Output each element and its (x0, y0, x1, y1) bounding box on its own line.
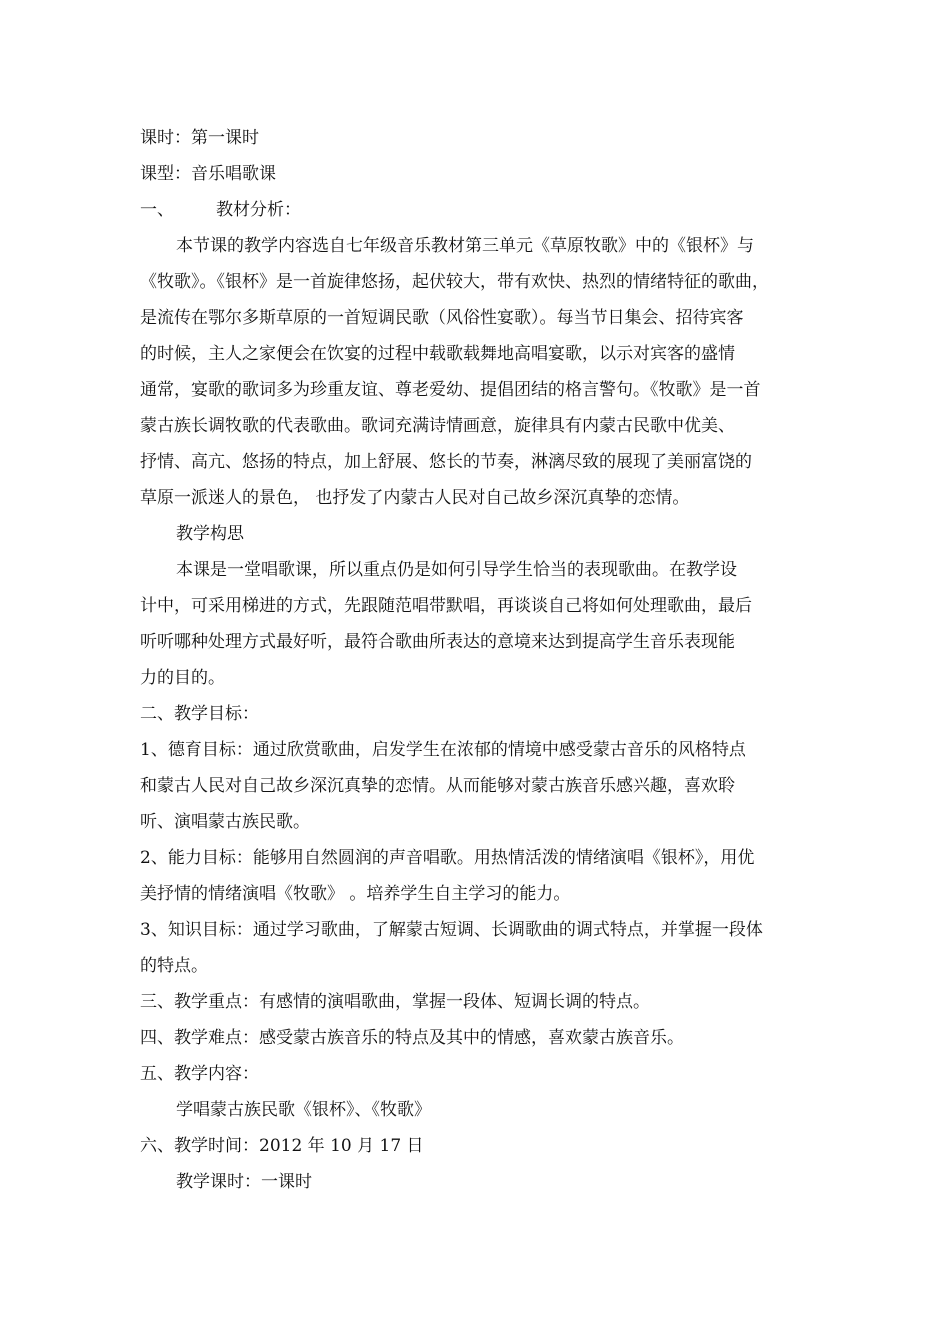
teaching-concept-subtitle: 教学构思 (176, 524, 244, 544)
document-page (140, 120, 820, 1200)
goal-line: 2、能力目标：能够用自然圆润的声音唱歌。用热情活泼的情绪演唱《银杯》，用优 (140, 848, 755, 868)
paragraph-line: 是流传在鄂尔多斯草原的一首短调民歌（风俗性宴歌）。每当节日集会、招待宾客 (140, 308, 744, 328)
goal-line: 的特点。 (140, 956, 208, 976)
paragraph-line: 《牧歌》。《银杯》是一首旋律悠扬，起伏较大，带有欢快、热烈的情绪特征的歌曲， (140, 272, 769, 292)
paragraph-line: 本节课的教学内容选自七年级音乐教材第三单元《草原牧歌》中的《银杯》与 (176, 236, 754, 256)
class-period: 课时：第一课时 (140, 128, 259, 148)
paragraph-line: 通常，宴歌的歌词多为珍重友谊、尊老爱幼、提倡团结的格言警句。《牧歌》是一首 (140, 380, 761, 400)
class-type: 课型：音乐唱歌课 (140, 164, 276, 184)
paragraph-line: 抒情、高亢、悠扬的特点，加上舒展、悠长的节奏，淋漓尽致的展现了美丽富饶的 (140, 452, 752, 472)
material-analysis-paragraph (140, 228, 820, 516)
paragraph-line: 力的目的。 (140, 668, 225, 688)
goal-line: 和蒙古人民对自己故乡深沉真挚的恋情。从而能够对蒙古族音乐感兴趣，喜欢聆 (140, 776, 735, 796)
section-1-heading (140, 192, 820, 228)
teaching-hours: 教学课时：一课时 (176, 1172, 312, 1192)
teaching-goals-list (140, 732, 820, 984)
section-1-title: 教材分析： (216, 200, 301, 220)
goal-line: 3、知识目标：通过学习歌曲，了解蒙古短调、长调歌曲的调式特点，并掌握一段体 (140, 920, 763, 940)
paragraph-line: 计中，可采用梯进的方式，先跟随范唱带默唱，再谈谈自己将如何处理歌曲，最后 (140, 596, 752, 616)
section-3-heading: 三、教学重点：有感情的演唱歌曲，掌握一段体、短调长调的特点。 (140, 992, 650, 1012)
goal-line: 美抒情的情绪演唱《牧歌》 。培养学生自主学习的能力。 (140, 884, 571, 904)
paragraph-line: 的时候，主人之家便会在饮宴的过程中载歌载舞地高唱宴歌，以示对宾客的盛情 (140, 344, 735, 364)
section-6-heading: 六、教学时间：2012 年 10 月 17 日 (140, 1136, 424, 1156)
section-2-heading: 二、教学目标： (140, 704, 259, 724)
paragraph-line: 蒙古族长调牧歌的代表歌曲。歌词充满诗情画意，旋律具有内蒙古民歌中优美、 (140, 416, 735, 436)
section-4-heading: 四、教学难点：感受蒙古族音乐的特点及其中的情感，喜欢蒙古族音乐。 (140, 1028, 684, 1048)
goal-line: 1、德育目标：通过欣赏歌曲，启发学生在浓郁的情境中感受蒙古音乐的风格特点 (140, 740, 746, 760)
paragraph-line: 听听哪种处理方式最好听，最符合歌曲所表达的意境来达到提高学生音乐表现能 (140, 632, 735, 652)
teaching-concept-paragraph (140, 552, 820, 696)
paragraph-line: 本课是一堂唱歌课，所以重点仍是如何引导学生恰当的表现歌曲。在教学设 (176, 560, 737, 580)
section-5-heading: 五、教学内容： (140, 1064, 259, 1084)
section-1-number: 一、 (140, 200, 174, 220)
teaching-content: 学唱蒙古族民歌《银杯》、《牧歌》 (176, 1100, 431, 1120)
goal-line: 听、演唱蒙古族民歌。 (140, 812, 310, 832)
paragraph-line: 草原一派迷人的景色， 也抒发了内蒙古人民对自己故乡深沉真挚的恋情。 (140, 488, 690, 508)
